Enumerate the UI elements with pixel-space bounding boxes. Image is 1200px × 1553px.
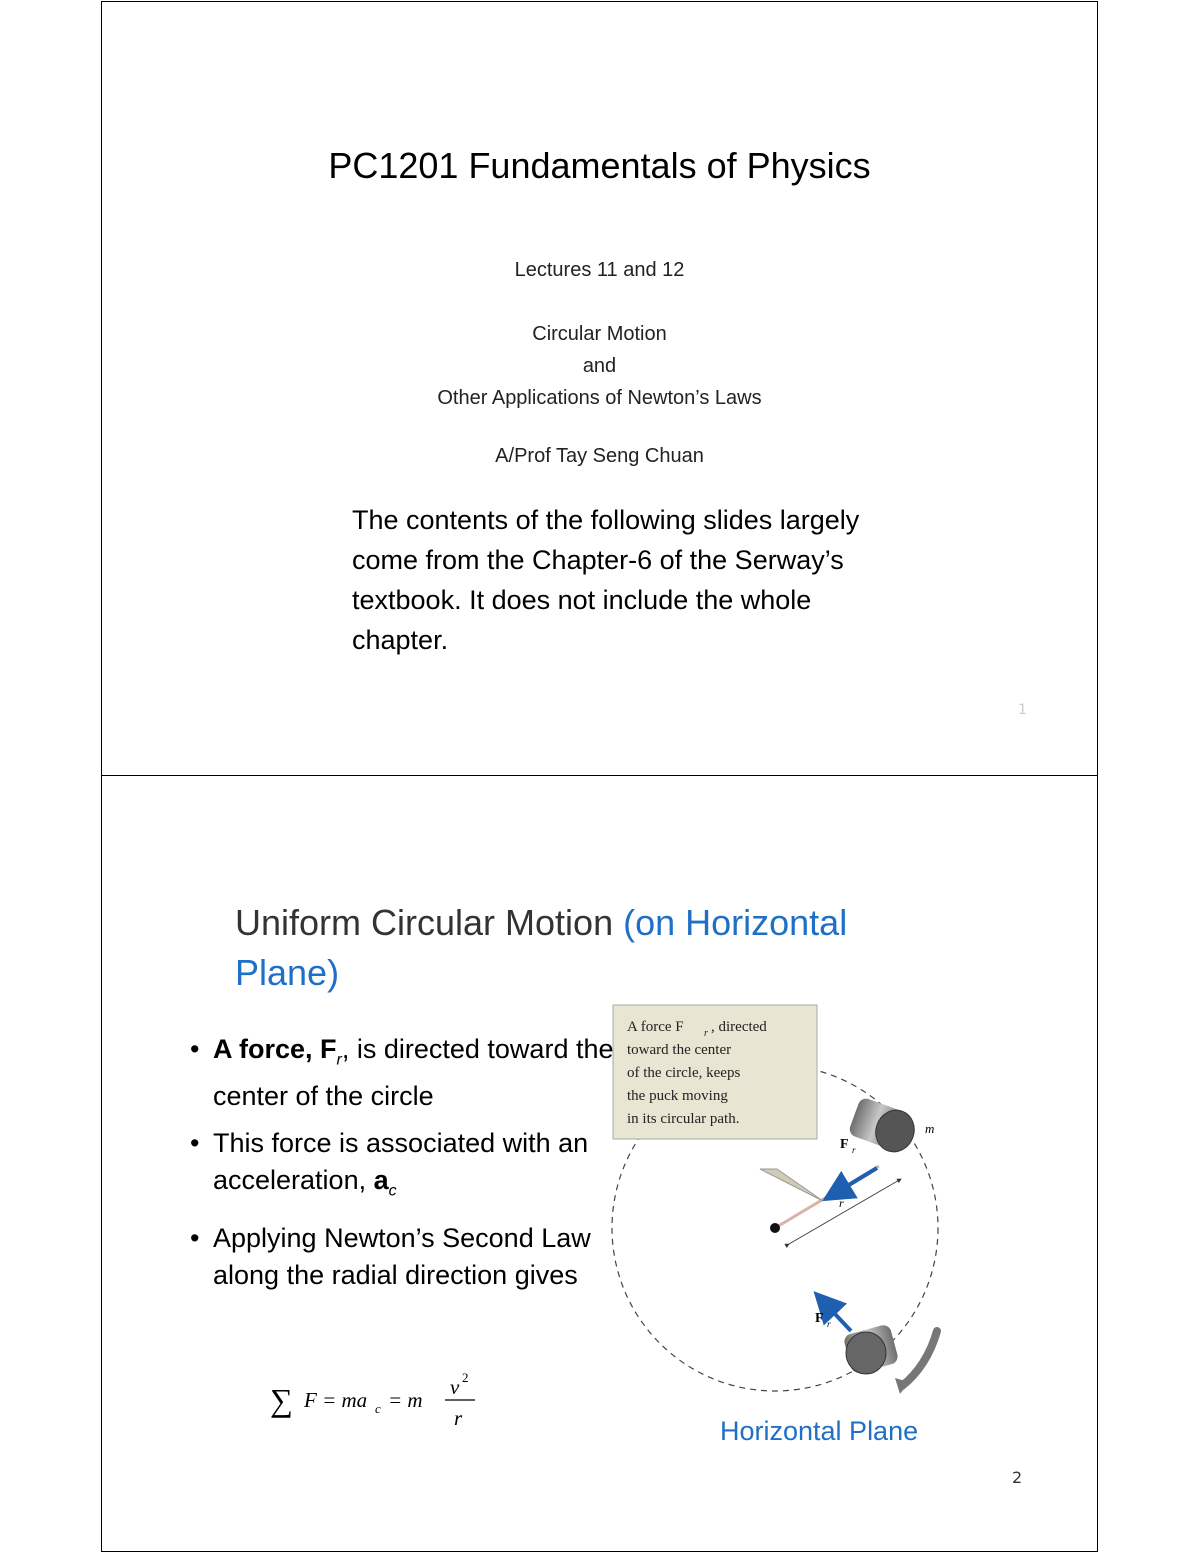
equation-mid: = m	[388, 1388, 423, 1412]
slide-title	[235, 898, 955, 998]
rotation-direction-arrow	[902, 1331, 937, 1386]
force-symbol: A force, F	[213, 1034, 337, 1064]
callout-line: of the circle, keeps	[627, 1065, 741, 1081]
page-number: 2	[1012, 1468, 1023, 1487]
force-subscript: r	[336, 1051, 342, 1069]
topic-line-2: and	[582, 355, 617, 377]
mass-label: m	[925, 1121, 935, 1136]
force-arrow-bottom	[819, 1297, 851, 1331]
callout-subscript: r	[704, 1028, 708, 1039]
author-name: A/Prof Tay Seng Chuan	[495, 445, 704, 467]
acceleration-subscript: c	[388, 1182, 397, 1200]
force-subscript-bottom: r	[827, 1319, 831, 1329]
callout-line: in its circular path.	[627, 1111, 740, 1127]
force-label-bottom: F	[815, 1311, 824, 1326]
equation-denominator: r	[454, 1406, 463, 1430]
bullet-text: This force is associated with an acceleration,	[213, 1128, 589, 1196]
callout-line: toward the center	[627, 1042, 732, 1058]
bullet-item	[190, 1220, 620, 1294]
circle-center	[770, 1223, 780, 1233]
equation-lhs: F = ma	[304, 1388, 368, 1412]
lectures-label: Lectures 11 and 12	[514, 259, 685, 281]
acceleration-symbol: a	[373, 1165, 389, 1196]
bullet-item	[190, 1031, 620, 1115]
bullet-item	[190, 1125, 620, 1209]
newton-second-law-equation	[268, 1367, 508, 1437]
bullet-text: Applying Newton’s Second Law along the radial direction gives	[213, 1222, 591, 1290]
slide-2	[101, 775, 1098, 1552]
topic-line-3: Other Applications of Newton’s Laws	[437, 387, 762, 409]
callout-line: the puck moving	[627, 1088, 728, 1104]
figure-caption: Horizontal Plane	[720, 1416, 919, 1446]
callout-pointer	[760, 1169, 823, 1201]
title-parenthetical: (on Horizontal Plane)	[235, 902, 848, 993]
puck-top	[848, 1096, 920, 1157]
title-main: Uniform Circular Motion	[235, 902, 624, 943]
force-label-top: F	[840, 1137, 849, 1152]
source-note: The contents of the following slides largely come from the Chapter-6 of the Serway’s textbook. It does not include the whole chapter.	[352, 505, 860, 655]
force-arrow-top	[829, 1168, 877, 1197]
topic-line-1: Circular Motion	[532, 323, 667, 345]
force-subscript-top: r	[852, 1145, 856, 1155]
equation-exponent: 2	[462, 1370, 469, 1385]
callout-line: , directed	[711, 1019, 767, 1035]
page-number: 1	[1018, 702, 1027, 718]
circular-motion-figure	[607, 1001, 952, 1401]
radius-label: r	[839, 1196, 844, 1210]
bullet-list	[190, 1031, 620, 1304]
puck-bottom	[843, 1323, 900, 1374]
callout-line: A force F	[627, 1019, 684, 1035]
slide-1	[101, 1, 1098, 776]
equation-subscript: c	[375, 1401, 381, 1416]
slide-title: PC1201 Fundamentals of Physics	[328, 145, 871, 186]
summation-symbol: ∑	[270, 1382, 293, 1418]
equation-numerator: v	[450, 1375, 460, 1399]
bullet-text: , is directed toward the center of the circle	[213, 1034, 614, 1112]
